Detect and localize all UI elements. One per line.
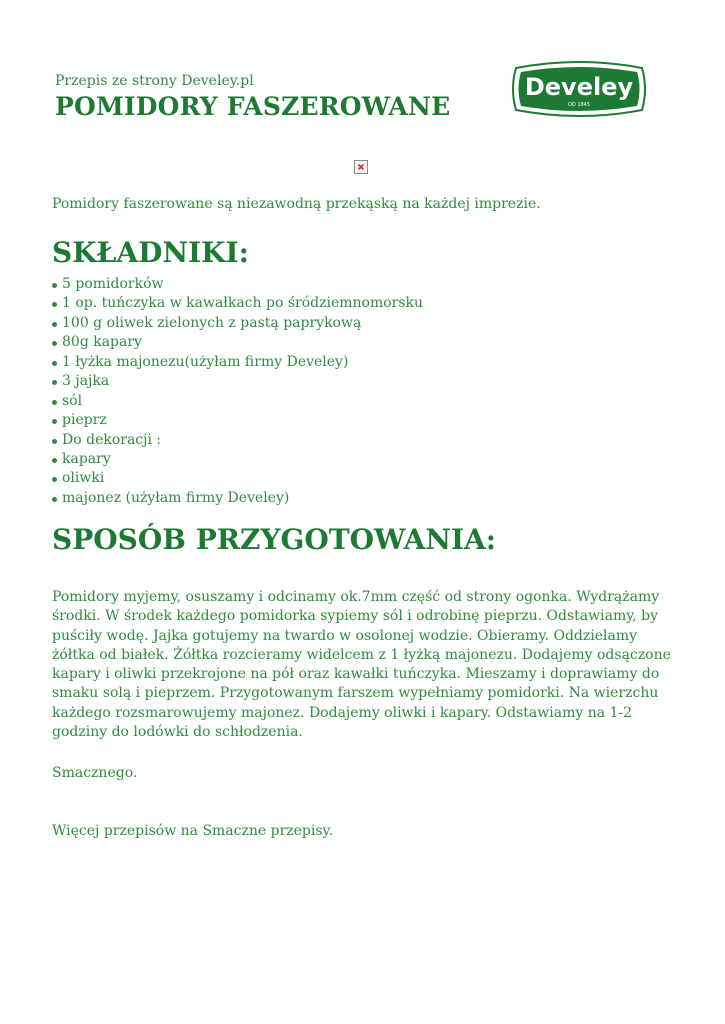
page-title: POMIDORY FASZEROWANE <box>55 92 451 121</box>
document-header <box>55 72 450 122</box>
broken-image-icon <box>354 160 368 174</box>
list-item: majonez (użyłam firmy Develey) <box>52 489 423 508</box>
list-item: sól <box>52 392 423 411</box>
closing-text: Smacznego. <box>52 765 138 781</box>
list-item: 1 łyżka majonezu(użyłam firmy Develey) <box>52 353 423 372</box>
list-item: kapary <box>52 450 423 469</box>
list-item: 1 op. tuńczyka w kawałkach po śródziemnomorsku <box>52 294 423 313</box>
source-line: Przepis ze strony Develey.pl <box>55 73 254 89</box>
develey-logo-graphic <box>510 58 648 120</box>
preparation-heading: SPOSÓB PRZYGOTOWANIA: <box>52 523 497 556</box>
list-item: 5 pomidorków <box>52 275 423 294</box>
logo-since-text: OD 1845 <box>567 102 591 108</box>
list-item: oliwki <box>52 469 423 488</box>
develey-logo <box>510 58 648 120</box>
list-item: pieprz <box>52 411 423 430</box>
list-item: Do dekoracji : <box>52 431 423 450</box>
ingredients-list <box>52 275 423 508</box>
list-item: 3 jajka <box>52 372 423 391</box>
more-recipes-text: Więcej przepisów na Smaczne przepisy. <box>52 823 334 839</box>
intro-text: Pomidory faszerowane są niezawodną przekąską na każdej imprezie. <box>52 196 541 212</box>
list-item: 100 g oliwek zielonych z pastą paprykową <box>52 314 423 333</box>
list-item: 80g kapary <box>52 333 423 352</box>
preparation-text: Pomidory myjemy, osuszamy i odcinamy ok.7mm część od strony ogonka. Wydrążamy środki. W środek każdego pomidorka sypiemy sól i odrobinę pieprzu. Odstawiamy, by puściły wodę. Jajka gotujemy na twardo w osolonej wodzie. Obieramy. Oddzielamy żółtka od białek. Żółtka rozcieramy widelcem z 1 łyżką majonezu. Dodajemy odsączone kapary i oliwki przekrojone na pół oraz kawałki tuńczyka. Mieszamy i doprawiamy do smaku solą i pieprzem. Przygotowanym farszem wypełniamy pomidorki. Na wierzchu każdego rozsmarowujemy majonez. Dodajemy oliwki i kapary. Odstawiamy na 1-2 godziny do lodówki do schłodzenia. <box>52 589 671 741</box>
ingredients-heading: SKŁADNIKI: <box>52 236 249 269</box>
logo-brand-text: Develey <box>524 73 634 101</box>
